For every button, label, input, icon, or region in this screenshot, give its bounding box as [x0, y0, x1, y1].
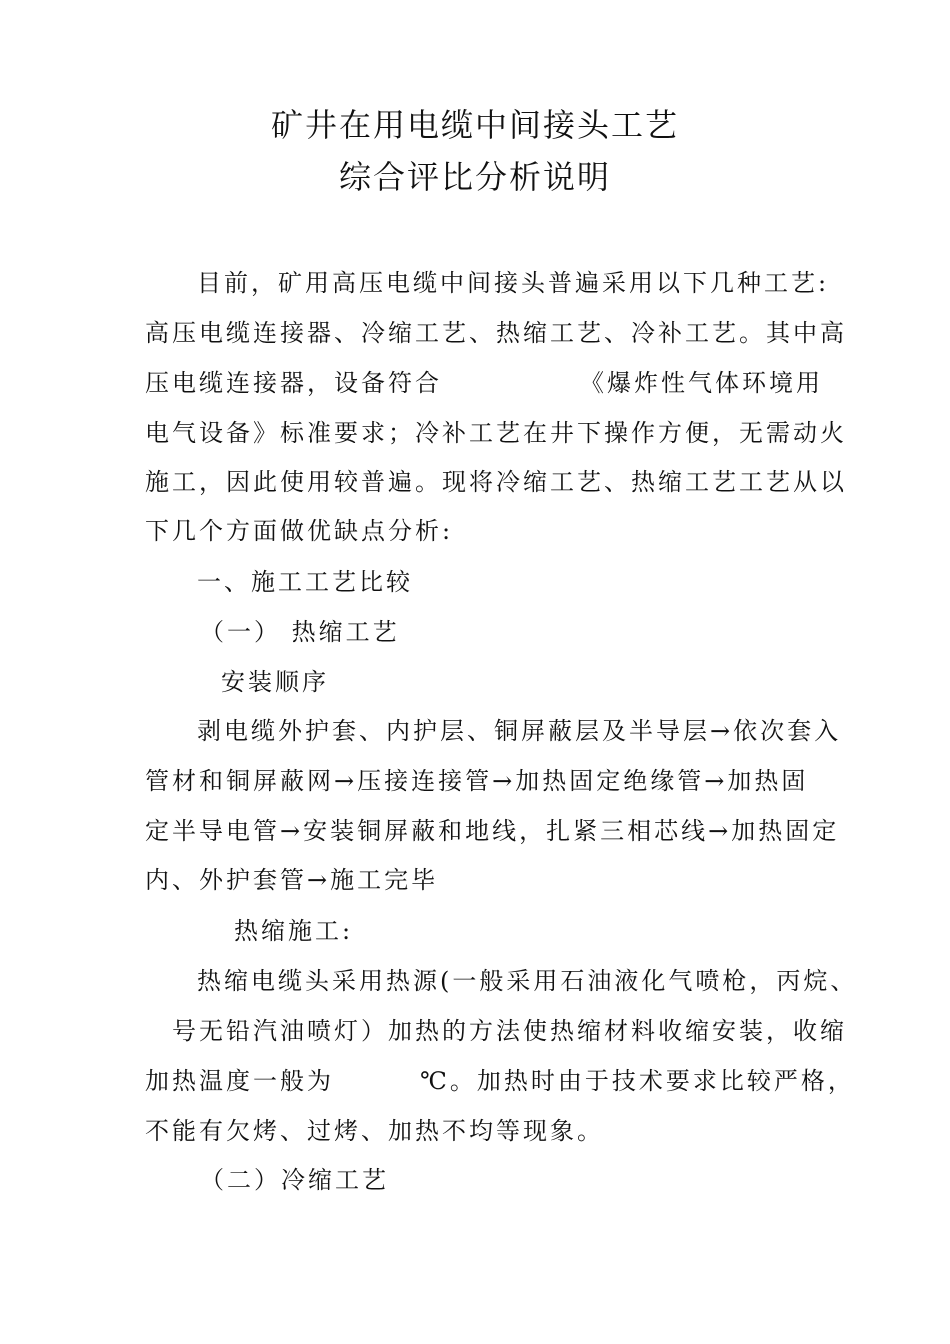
- install-line-2: 管材和铜屏蔽网→压接连接管→加热固定绝缘管→加热固: [145, 767, 809, 795]
- heat-line-1: 热缩电缆头采用热源(一般采用石油液化气喷枪，丙烷、: [197, 967, 858, 995]
- document-title-line2: 综合评比分析说明: [338, 158, 611, 196]
- intro-line-4: 电气设备》标准要求；冷补工艺在井下操作方便，无需动火: [145, 419, 847, 447]
- heat-construction-label: 热缩施工:: [234, 917, 354, 945]
- section-heading: 一、施工工艺比较: [197, 568, 413, 596]
- intro-line-3: [145, 368, 823, 398]
- intro-line-6: 下几个方面做优缺点分析:: [145, 517, 454, 545]
- subsection-heading-heat-shrink: （一） 热缩工艺: [200, 618, 400, 646]
- intro-line-3-start: 压电缆连接器，设备符合: [145, 369, 442, 397]
- heat-line-3: [145, 1066, 855, 1096]
- document-title-line1: 矿井在用电缆中间接头工艺: [270, 106, 679, 144]
- intro-line-3-end: 《爆炸性气体环境用: [580, 369, 823, 397]
- intro-line-2: 高压电缆连接器、冷缩工艺、热缩工艺、冷补工艺。其中高: [145, 319, 847, 347]
- intro-line-5: 施工，因此使用较普遍。现将冷缩工艺、热缩工艺工艺从以: [145, 468, 847, 496]
- install-order-label: 安装顺序: [221, 668, 329, 696]
- install-line-3: 定半导电管→安装铜屏蔽和地线，扎紧三相芯线→加热固定: [145, 817, 840, 845]
- heat-line-2: 号无铅汽油喷灯）加热的方法使热缩材料收缩安装，收缩: [172, 1017, 847, 1045]
- install-line-1: 剥电缆外护套、内护层、铜屏蔽层及半导层→依次套入: [197, 717, 842, 745]
- install-line-4: 内、外护套管→施工完毕: [145, 866, 439, 894]
- heat-line-4: 不能有欠烤、过烤、加热不均等现象。: [145, 1117, 604, 1145]
- heat-line-3-end: ℃。加热时由于技术要求比较严格，: [420, 1067, 855, 1095]
- heat-line-3-start: 加热温度一般为: [145, 1067, 334, 1095]
- subsection-heading-cold-shrink: （二）冷缩工艺: [200, 1166, 389, 1194]
- intro-line-1: 目前，矿用高压电缆中间接头普遍采用以下几种工艺:: [197, 269, 830, 297]
